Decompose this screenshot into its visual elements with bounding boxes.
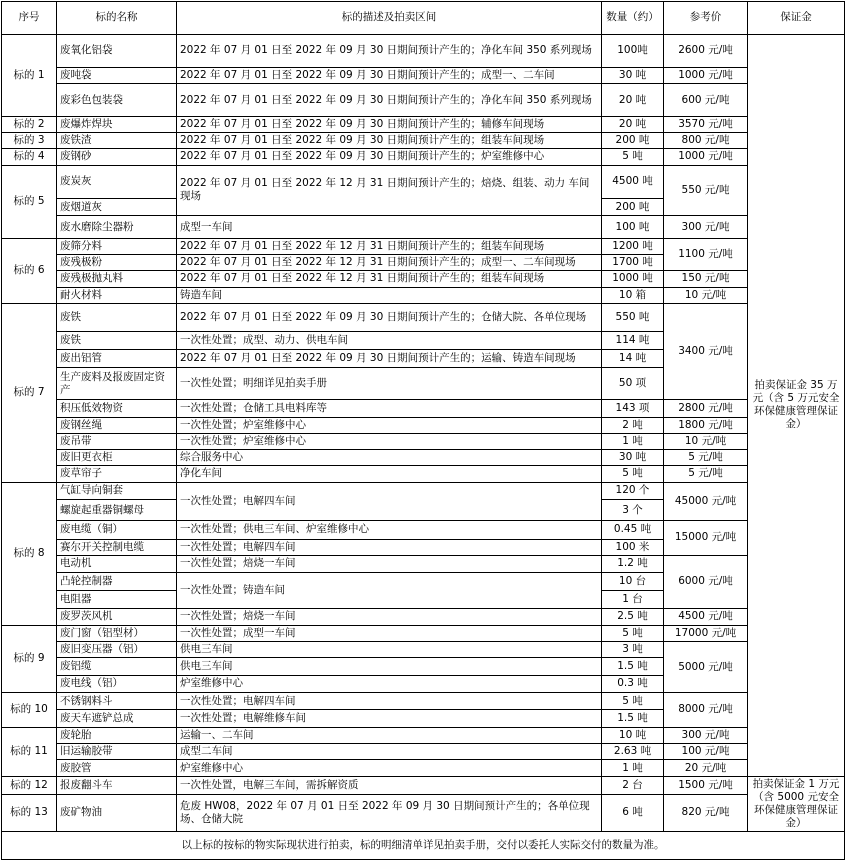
item-description: 危废 HW08，2022 年 07 月 01 日至 2022 年 09 月 30 日期间预计产生的；各单位现场、仓储大院 [177,794,602,832]
item-description: 一次性处置；电解四车间 [177,539,602,555]
item-quantity: 20 吨 [602,116,664,132]
item-description: 一次性处置；明细详见拍卖手册 [177,367,602,400]
item-description: 2022 年 07 月 01 日至 2022 年 09 月 30 日期间预计产生的；净化车间 350 系列现场 [177,84,602,117]
item-quantity: 200 吨 [602,133,664,149]
item-description: 2022 年 07 月 01 日至 2022 年 09 月 30 日期间预计产生的；仓储大院、各单位现场 [177,303,602,331]
item-quantity: 114 吨 [602,332,664,349]
item-name: 旧运输胶带 [57,743,177,759]
table-row [2,165,845,199]
table-row [2,303,845,331]
item-quantity: 1200 吨 [602,238,664,254]
item-reference-price: 10 元/吨 [664,287,748,303]
item-quantity: 1.5 吨 [602,658,664,675]
item-description: 2022 年 07 月 01 日至 2022 年 09 月 30 日期间预计产生的；净化车间 350 系列现场 [177,34,602,68]
table-row [2,433,845,449]
item-quantity: 10 箱 [602,287,664,303]
item-description: 一次性处置；仓储工具电料库等 [177,400,602,417]
item-quantity: 5 吨 [602,625,664,641]
item-name: 废残极抛丸料 [57,271,177,287]
lot-number: 标的 3 [2,133,57,149]
item-name: 废铁渣 [57,133,177,149]
lot-number: 标的 6 [2,238,57,303]
item-description: 一次性处置；成型一车间 [177,625,602,641]
lot-number: 标的 9 [2,625,57,692]
item-description: 炉室维修中心 [177,760,602,777]
item-reference-price: 1000 元/吨 [664,68,748,84]
deposit-lot-12-13: 拍卖保证金 1 万元（含 5000 元安全环保健康管理保证金） [748,777,845,832]
lot-number: 标的 12 [2,777,57,794]
item-name: 凸轮控制器 [57,573,177,591]
item-quantity: 1.5 吨 [602,710,664,727]
item-description: 2022 年 07 月 01 日至 2022 年 09 月 30 日期间预计产生的；成型一、二车间 [177,68,602,84]
deposit-main: 拍卖保证金 35 万元（含 5 万元安全环保健康管理保证金） [748,34,845,777]
item-reference-price: 3400 元/吨 [664,303,748,400]
item-quantity: 30 吨 [602,68,664,84]
table-row [2,271,845,287]
item-name: 赛尔开关控制电缆 [57,539,177,555]
item-quantity: 5 吨 [602,149,664,165]
table-row [2,34,845,68]
item-quantity: 0.3 吨 [602,675,664,692]
item-name: 气缸导向铜套 [57,482,177,499]
header-description: 标的描述及拍卖区间 [177,2,602,35]
item-description: 2022 年 07 月 01 日至 2022 年 09 月 30 日期间预计产生的；组装车间现场 [177,133,602,149]
lot-number: 标的 8 [2,482,57,625]
item-reference-price: 1100 元/吨 [664,238,748,271]
table-row [2,482,845,499]
table-row [2,642,845,658]
table-row [2,521,845,539]
item-description: 一次性处置；焙烧一车间 [177,608,602,625]
item-name: 废钢丝绳 [57,417,177,433]
item-description: 一次性处置；炉室维修中心 [177,417,602,433]
item-description: 成型一车间 [177,216,602,238]
item-reference-price: 800 元/吨 [664,133,748,149]
item-reference-price: 300 元/吨 [664,727,748,743]
item-quantity: 1 吨 [602,433,664,449]
item-description: 一次性处置；供电三车间、炉室维修中心 [177,521,602,539]
item-quantity: 10 台 [602,573,664,591]
table-row [2,727,845,743]
item-reference-price: 550 元/吨 [664,165,748,216]
item-quantity: 550 吨 [602,303,664,331]
header-item-name: 标的名称 [57,2,177,35]
item-name: 废吨袋 [57,68,177,84]
item-name: 废铁 [57,303,177,331]
item-name: 报废翻斗车 [57,777,177,794]
table-row [2,692,845,709]
item-name: 废水磨除尘器粉 [57,216,177,238]
item-quantity: 100 吨 [602,216,664,238]
item-reference-price: 5000 元/吨 [664,642,748,693]
item-quantity: 3 个 [602,499,664,520]
auction-lots-table [1,1,845,860]
header-reference-price: 参考价 [664,2,748,35]
table-row [2,625,845,641]
item-description: 2022 年 07 月 01 日至 2022 年 12 月 31 日期间预计产生的；成型一、二车间现场 [177,255,602,271]
item-quantity: 4500 吨 [602,165,664,199]
table-row [2,133,845,149]
item-name: 废铁 [57,332,177,349]
item-reference-price: 820 元/吨 [664,794,748,832]
item-quantity: 1000 吨 [602,271,664,287]
item-quantity: 0.45 吨 [602,521,664,539]
item-quantity: 2.5 吨 [602,608,664,625]
item-name: 电动机 [57,555,177,572]
item-quantity: 6 吨 [602,794,664,832]
header-row [2,2,845,35]
item-description: 2022 年 07 月 01 日至 2022 年 12 月 31 日期间预计产生的；焙烧、组装、动力 车间现场 [177,165,602,216]
item-quantity: 20 吨 [602,84,664,117]
item-reference-price: 2800 元/吨 [664,400,748,417]
item-reference-price: 1500 元/吨 [664,777,748,794]
table-row [2,238,845,254]
lot-number: 标的 5 [2,165,57,238]
item-name: 废胶管 [57,760,177,777]
item-description: 炉室维修中心 [177,675,602,692]
item-name: 废彩色包装袋 [57,84,177,117]
item-reference-price: 8000 元/吨 [664,692,748,727]
item-quantity: 1 吨 [602,760,664,777]
item-name: 废炭灰 [57,165,177,199]
footer-row [2,832,845,860]
item-quantity: 10 吨 [602,727,664,743]
item-name: 废筛分料 [57,238,177,254]
item-reference-price: 150 元/吨 [664,271,748,287]
item-name: 废天车遮铲总成 [57,710,177,727]
item-description: 2022 年 07 月 01 日至 2022 年 09 月 30 日期间预计产生的；辅修车间现场 [177,116,602,132]
table-row [2,68,845,84]
item-name: 耐火材料 [57,287,177,303]
item-name: 废铝缆 [57,658,177,675]
item-description: 净化车间 [177,466,602,482]
item-name: 积压低效物资 [57,400,177,417]
item-reference-price: 20 元/吨 [664,760,748,777]
lot-number: 标的 11 [2,727,57,777]
item-description: 2022 年 07 月 01 日至 2022 年 09 月 30 日期间预计产生的；炉室维修中心 [177,149,602,165]
item-name: 生产废料及报废固定资产 [57,367,177,400]
table-row [2,450,845,466]
item-quantity: 3 吨 [602,642,664,658]
header-deposit: 保证金 [748,2,845,35]
lot-number: 标的 10 [2,692,57,727]
header-lot-no: 序号 [2,2,57,35]
item-reference-price: 1000 元/吨 [664,149,748,165]
lot-number: 标的 7 [2,303,57,482]
item-quantity: 5 吨 [602,692,664,709]
item-quantity: 2.63 吨 [602,743,664,759]
table-row [2,760,845,777]
item-quantity: 5 吨 [602,466,664,482]
table-row [2,84,845,117]
item-reference-price: 15000 元/吨 [664,521,748,556]
item-description: 供电三车间 [177,642,602,658]
item-name: 废烟道灰 [57,199,177,216]
item-description: 一次性处置；成型、动力、供电车间 [177,332,602,349]
item-name: 废残极粉 [57,255,177,271]
item-reference-price: 10 元/吨 [664,433,748,449]
item-name: 废罗茨风机 [57,608,177,625]
item-name: 废草帘子 [57,466,177,482]
item-name: 废爆炸焊块 [57,116,177,132]
item-reference-price: 45000 元/吨 [664,482,748,521]
item-reference-price: 17000 元/吨 [664,625,748,641]
lot-number: 标的 2 [2,116,57,132]
item-quantity: 143 项 [602,400,664,417]
item-quantity: 14 吨 [602,349,664,367]
item-reference-price: 300 元/吨 [664,216,748,238]
item-name: 废电缆（铜） [57,521,177,539]
item-reference-price: 6000 元/吨 [664,555,748,608]
item-description: 2022 年 07 月 01 日至 2022 年 12 月 31 日期间预计产生的；组装车间现场 [177,271,602,287]
item-name: 废旧变压器（铝） [57,642,177,658]
item-quantity: 100 米 [602,539,664,555]
item-reference-price: 3570 元/吨 [664,116,748,132]
item-description: 综合服务中心 [177,450,602,466]
item-quantity: 50 项 [602,367,664,400]
item-name: 废门窗（铝型材） [57,625,177,641]
item-description: 一次性处置；炉室维修中心 [177,433,602,449]
item-description: 一次性处置；铸造车间 [177,573,602,609]
item-name: 废氧化铝袋 [57,34,177,68]
item-reference-price: 5 元/吨 [664,466,748,482]
table-row [2,555,845,572]
item-name: 废出铝管 [57,349,177,367]
item-description: 2022 年 07 月 01 日至 2022 年 09 月 30 日期间预计产生的；运输、铸造车间现场 [177,349,602,367]
item-quantity: 2 台 [602,777,664,794]
table-row [2,287,845,303]
item-description: 一次性处置；电解维修车间 [177,710,602,727]
table-row [2,466,845,482]
item-name: 废矿物油 [57,794,177,832]
item-quantity: 1.2 吨 [602,555,664,572]
item-description: 2022 年 07 月 01 日至 2022 年 12 月 31 日期间预计产生的；组装车间现场 [177,238,602,254]
item-quantity: 1 台 [602,591,664,608]
item-description: 一次性处置；电解四车间 [177,482,602,521]
item-reference-price: 100 元/吨 [664,743,748,759]
item-name: 废电线（铝） [57,675,177,692]
table-row [2,743,845,759]
table-row [2,794,845,832]
item-quantity: 1700 吨 [602,255,664,271]
item-quantity: 120 个 [602,482,664,499]
item-description: 一次性处置；电解四车间 [177,692,602,709]
item-name: 废钢砂 [57,149,177,165]
item-name: 电阻器 [57,591,177,608]
item-description: 供电三车间 [177,658,602,675]
table-row [2,608,845,625]
footer-note: 以上标的按标的物实际现状进行拍卖，标的明细清单详见拍卖手册，交付以委托人实际交付的数量为准。 [2,832,845,860]
item-description: 一次性处置，电解三车间，需拆解资质 [177,777,602,794]
item-name: 废吊带 [57,433,177,449]
table-row [2,400,845,417]
table-row [2,777,845,794]
item-reference-price: 600 元/吨 [664,84,748,117]
item-reference-price: 2600 元/吨 [664,34,748,68]
lot-number: 标的 4 [2,149,57,165]
item-name: 废旧更衣柜 [57,450,177,466]
item-reference-price: 1800 元/吨 [664,417,748,433]
header-quantity: 数量（约） [602,2,664,35]
table-row [2,116,845,132]
item-reference-price: 5 元/吨 [664,450,748,466]
table-row [2,149,845,165]
item-quantity: 100吨 [602,34,664,68]
item-quantity: 200 吨 [602,199,664,216]
item-description: 铸造车间 [177,287,602,303]
table-row [2,417,845,433]
item-name: 螺旋起重器铜螺母 [57,499,177,520]
item-reference-price: 4500 元/吨 [664,608,748,625]
item-name: 废轮胎 [57,727,177,743]
item-description: 运输一、二车间 [177,727,602,743]
item-quantity: 30 吨 [602,450,664,466]
item-name: 不锈钢料斗 [57,692,177,709]
item-description: 成型二车间 [177,743,602,759]
item-description: 一次性处置；焙烧一车间 [177,555,602,572]
lot-number: 标的 13 [2,794,57,832]
item-quantity: 2 吨 [602,417,664,433]
table-row [2,216,845,238]
lot-number: 标的 1 [2,34,57,116]
